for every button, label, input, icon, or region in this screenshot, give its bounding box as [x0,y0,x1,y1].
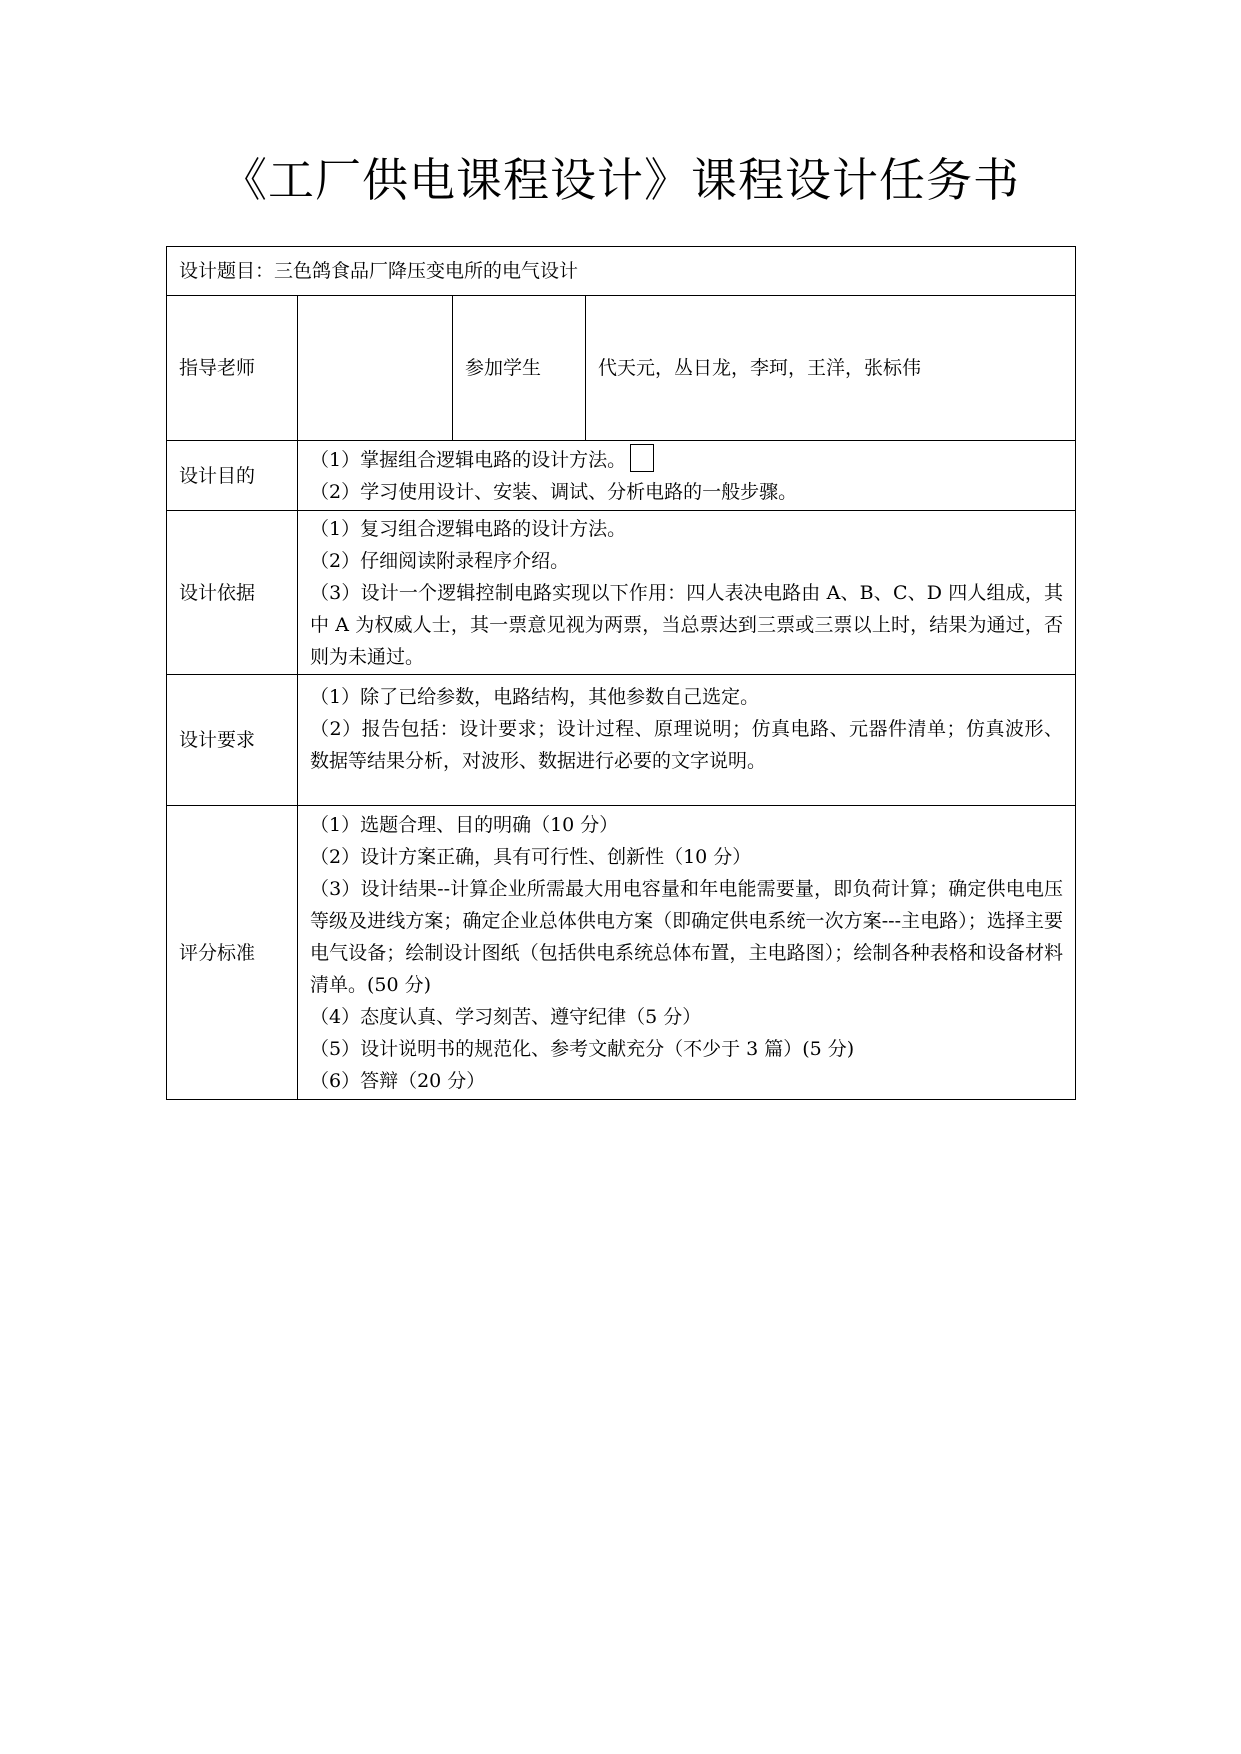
section-line: （4）态度认真、学习刻苦、遵守纪律（5 分） [310,1005,702,1028]
advisor-value [298,296,453,441]
page-title: 《工厂供电课程设计》课程设计任务书 [221,153,1020,207]
section-line: （2）学习使用设计、安装、调试、分析电路的一般步骤。 [310,480,798,503]
section-line: （1）掌握组合逻辑电路的设计方法。 [310,444,1063,476]
section-line: （1）复习组合逻辑电路的设计方法。 [310,517,627,540]
section-label-purpose: 设计目的 [167,441,298,511]
section-content-basis [298,511,1076,675]
section-line: （1）选题合理、目的明确（10 分） [310,813,619,836]
section-row-purpose [167,441,1076,511]
topic-row [167,247,1076,296]
task-table [166,246,1076,1100]
people-row [167,296,1076,441]
section-label-requirements: 设计要求 [167,675,298,806]
section-row-grading [167,806,1076,1100]
topic-cell [167,247,1076,296]
topic-label: 设计题目： [179,260,275,282]
section-line: （3）设计结果--计算企业所需最大用电容量和年电能需要量，即负荷计算；确定供电电压等级及进线方案；确定企业总体供电方案（即确定供电系统一次方案---主电路）；选择主要电气设备；绘制设计图纸（包括供电系统总体布置，主电路图）；绘制各种表格和设备材料清单。(50 分) [310,877,1064,996]
section-line: （3）设计一个逻辑控制电路实现以下作用：四人表决电路由 A、B、C、D 四人组成，其中 A 为权威人士，其一票意见视为两票，当总票达到三票或三票以上时，结果为通过，否则为未通过。 [310,581,1064,668]
section-content-grading [298,806,1076,1100]
section-line: （2）设计方案正确，具有可行性、创新性（10 分） [310,845,752,868]
section-line: （1）除了已给参数，电路结构，其他参数自己选定。 [310,686,760,708]
section-row-basis [167,511,1076,675]
section-content-purpose [298,441,1076,511]
section-row-requirements [167,675,1076,806]
section-line: （6）答辩（20 分） [310,1069,486,1092]
students-value: 代天元，丛日龙，李珂，王洋，张标伟 [586,296,1076,441]
students-label: 参加学生 [453,296,586,441]
text-cursor-box-icon [630,444,654,472]
section-line: （5）设计说明书的规范化、参考文献充分（不少于 3 篇）(5 分) [310,1037,855,1060]
section-label-grading: 评分标准 [167,806,298,1100]
section-content-requirements [298,675,1076,806]
section-line: （2）仔细阅读附录程序介绍。 [310,549,570,572]
section-label-basis: 设计依据 [167,511,298,675]
advisor-label: 指导老师 [167,296,298,441]
topic-value: 三色鸽食品厂降压变电所的电气设计 [274,260,579,282]
section-line: （2）报告包括：设计要求；设计过程、原理说明；仿真电路、元器件清单；仿真波形、数据等结果分析，对波形、数据进行必要的文字说明。 [310,718,1064,772]
